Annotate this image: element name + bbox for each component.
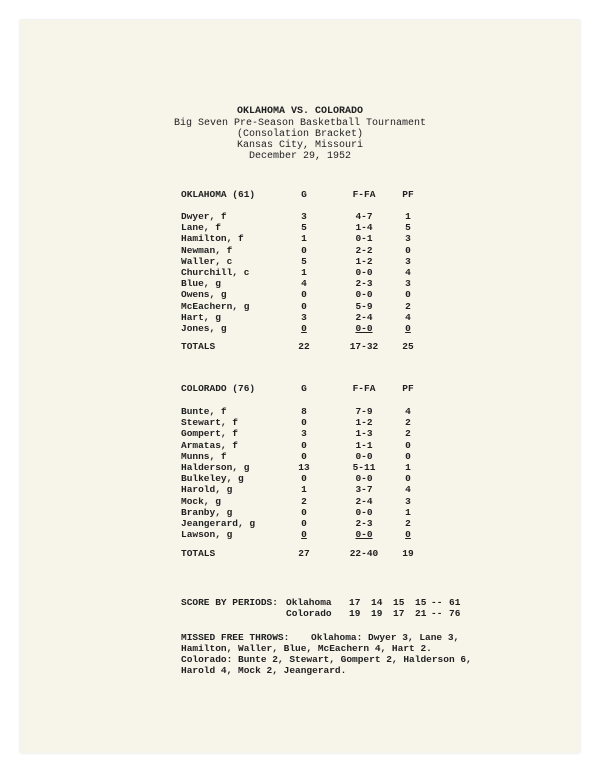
player-ft: 3-7 [355,484,373,496]
player-g: 1 [301,267,307,278]
player-name: Harold, g [181,484,233,496]
player-row [0,440,600,451]
col-header-g: G [301,189,307,200]
score-p1: 19 [349,608,361,619]
score-sep: -- [431,597,443,608]
player-row [0,451,600,462]
player-name: Hart, g [181,311,221,323]
totals-ft: 17-32 [349,341,379,352]
player-g: 5 [301,222,307,234]
player-name: Jeangerard, g [181,518,256,529]
player-pf: 1 [405,462,411,473]
missed-ft-text: Harold 4, Mock 2, Jeangerard. [181,665,347,676]
missed-ft-text: Colorado: Bunte 2, Stewart, Gompert 2, Halderson 6, [181,654,472,665]
player-ft: 4-7 [355,211,373,222]
team-header-row [0,383,600,394]
player-g: 0 [301,518,307,529]
player-ft: 0-1 [355,233,373,245]
player-g: 0 [301,289,307,301]
missed-ft-text: Hamilton, Waller, Blue, McEachern 4, Hart 2. [181,643,432,654]
player-ft: 1-2 [355,417,373,429]
bracket-label: (Consolation Bracket) [236,129,364,140]
player-pf: 2 [405,417,411,429]
player-g: 0 [301,529,307,541]
player-pf: 0 [405,289,411,301]
player-pf: 1 [405,211,411,222]
player-ft: 7-9 [355,406,373,417]
col-header-g: G [301,383,307,394]
totals-label: TOTALS [181,548,216,559]
score-p3: 15 [393,597,405,608]
player-g: 3 [301,211,307,222]
player-ft: 1-2 [355,255,373,267]
player-name: Mock, g [181,495,221,507]
score-team: Oklahoma [286,597,332,608]
player-pf: 4 [405,484,411,496]
player-name: Churchill, c [181,267,250,278]
player-name: Lane, f [181,222,221,234]
player-g: 4 [301,278,307,290]
player-name: Munns, f [181,450,227,462]
player-ft: 2-3 [355,278,373,290]
player-pf: 0 [405,439,411,451]
player-pf: 4 [405,406,411,417]
player-name: Lawson, g [181,529,233,541]
player-ft: 2-3 [355,518,373,529]
score-by-periods-label: SCORE BY PERIODS: [181,597,278,608]
player-row [0,462,600,473]
player-pf: 4 [405,267,411,278]
score-team: Colorado [286,608,332,619]
totals-row [0,341,600,352]
player-row [0,518,600,529]
player-pf: 2 [405,428,411,440]
score-row-oklahoma [0,597,600,608]
player-ft: 5-9 [355,300,373,312]
player-g: 0 [301,439,307,451]
player-ft: 0-0 [355,506,373,518]
player-g: 0 [301,323,307,334]
totals-g: 27 [298,548,310,559]
player-ft: 0-0 [355,289,373,301]
player-name: Owens, g [181,289,227,301]
missed-ft-text: Oklahoma: Dwyer 3, Lane 3, [311,632,460,643]
player-pf: 0 [405,244,411,256]
player-g: 2 [301,495,307,507]
player-g: 5 [301,255,307,267]
player-name: Branby, g [181,506,233,518]
player-name: Bunte, f [181,406,227,417]
player-pf: 2 [405,300,411,312]
player-g: 0 [301,300,307,312]
player-row [0,473,600,484]
player-pf: 4 [405,311,411,323]
player-name: Hamilton, f [181,233,244,245]
col-header-ft: F-FA [352,383,376,394]
player-row [0,233,600,244]
player-ft: 1-4 [355,222,373,234]
player-pf: 0 [405,450,411,462]
score-total: 61 [449,597,461,608]
score-row-colorado [0,608,600,619]
totals-ft: 22-40 [349,548,379,559]
player-row [0,278,600,289]
totals-pf: 25 [402,341,414,352]
missed-ft-line [0,643,600,654]
player-g: 0 [301,506,307,518]
player-row [0,417,600,428]
player-name: Blue, g [181,278,221,290]
player-pf: 2 [405,518,411,529]
score-p4: 15 [415,597,427,608]
player-row [0,211,600,222]
score-total: 76 [449,608,461,619]
score-p2: 19 [371,608,383,619]
score-p4: 21 [415,608,427,619]
player-g: 13 [298,462,310,473]
score-p1: 17 [349,597,361,608]
player-g: 0 [301,244,307,256]
player-name: Newman, f [181,244,233,256]
location-label: Kansas City, Missouri [236,140,364,151]
player-row [0,256,600,267]
player-name: Stewart, f [181,417,239,429]
player-ft: 0-0 [355,529,373,541]
player-name: Armatas, f [181,439,239,451]
player-row [0,312,600,323]
player-row [0,289,600,300]
player-name: McEachern, g [181,300,250,312]
player-pf: 3 [405,255,411,267]
missed-ft-label: MISSED FREE THROWS: [181,632,290,643]
player-row [0,529,600,540]
player-pf: 3 [405,278,411,290]
col-header-ft: F-FA [352,189,376,200]
player-ft: 1-3 [355,428,373,440]
player-ft: 2-4 [355,311,373,323]
team-title: OKLAHOMA (61) [181,189,256,200]
player-row [0,245,600,256]
player-row [0,496,600,507]
player-row [0,428,600,439]
player-g: 8 [301,406,307,417]
player-row [0,301,600,312]
player-ft: 0-0 [355,323,373,334]
totals-g: 22 [298,341,310,352]
team-header-row [0,189,600,200]
player-ft: 0-0 [355,267,373,278]
player-row [0,323,600,334]
player-ft: 0-0 [355,473,373,485]
player-row [0,507,600,518]
col-header-pf: PF [402,189,414,200]
player-g: 0 [301,450,307,462]
player-pf: 3 [405,233,411,245]
team-title: COLORADO (76) [181,383,256,394]
player-row [0,484,600,495]
player-pf: 0 [405,529,411,541]
player-ft: 5-11 [352,462,376,473]
player-pf: 1 [405,506,411,518]
date-label: December 29, 1952 [248,151,352,162]
missed-ft-line [0,654,600,665]
missed-ft-line [0,665,600,676]
score-p3: 17 [393,608,405,619]
player-name: Bulkeley, g [181,473,244,485]
player-row [0,222,600,233]
player-g: 1 [301,484,307,496]
totals-label: TOTALS [181,341,216,352]
player-pf: 3 [405,495,411,507]
player-g: 3 [301,428,307,440]
player-name: Gompert, f [181,428,239,440]
player-pf: 0 [405,323,411,334]
player-row [0,267,600,278]
score-p2: 14 [371,597,383,608]
player-row [0,406,600,417]
player-pf: 5 [405,222,411,234]
col-header-pf: PF [402,383,414,394]
missed-ft-line [0,632,600,643]
score-sep: -- [431,608,443,619]
player-g: 0 [301,473,307,485]
player-name: Jones, g [181,323,227,334]
event-title: Big Seven Pre-Season Basketball Tournament [173,118,427,129]
matchup-title: OKLAHOMA VS. COLORADO [236,106,364,117]
player-ft: 1-1 [355,439,373,451]
totals-row [0,548,600,559]
player-name: Waller, c [181,255,233,267]
player-name: Dwyer, f [181,211,227,222]
player-g: 1 [301,233,307,245]
player-ft: 2-4 [355,495,373,507]
player-pf: 0 [405,473,411,485]
player-g: 3 [301,311,307,323]
player-ft: 2-2 [355,244,373,256]
totals-pf: 19 [402,548,414,559]
player-name: Halderson, g [181,462,250,473]
player-g: 0 [301,417,307,429]
player-ft: 0-0 [355,450,373,462]
